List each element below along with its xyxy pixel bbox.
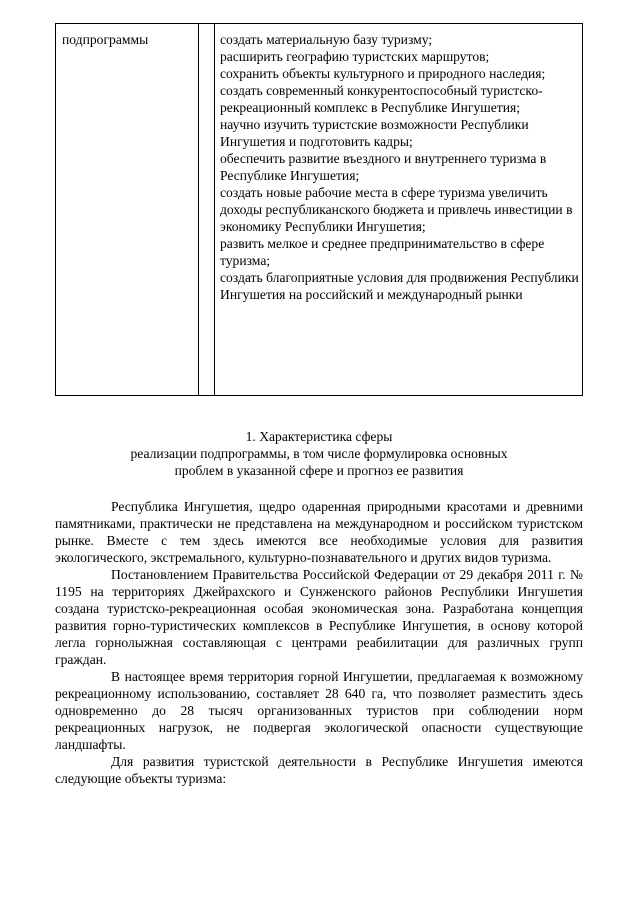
section-heading-line: 1. Характеристика сферы bbox=[245, 429, 393, 444]
section-body bbox=[55, 498, 583, 787]
goals-list bbox=[220, 31, 580, 303]
list-item: создать благоприятные условия для продвижения Республики Ингушетия на российский и международный рынки bbox=[220, 270, 579, 302]
section-heading-line: реализации подпрограммы, в том числе формулировка основных bbox=[130, 446, 508, 461]
list-item: сохранить объекты культурного и природного наследия; bbox=[220, 66, 546, 81]
section-heading-line: проблем в указанной сфере и прогноз ее развития bbox=[174, 463, 464, 478]
body-paragraph: Постановлением Правительства Российской Федерации от 29 декабря 2011 г. № 1195 на территориях Джейрахского и Сунженского районов Республики Ингушетия создана туристско-рекреационная особая экономическая зона. Разработана концепция развития горно-туристических комплексов в Республике Ингушетия, в основу которой легла горнолыжная составляющая с центрами реабилитации для различных групп граждан. bbox=[55, 567, 583, 667]
list-item: расширить географию туристских маршрутов; bbox=[220, 49, 490, 64]
table-column-divider bbox=[198, 24, 199, 395]
list-item: создать современный конкурентоспособный туристско-рекреационный комплекс в Республике Ингушетия; bbox=[220, 83, 543, 115]
table-column-divider bbox=[214, 24, 215, 395]
list-item: обеспечить развитие въездного и внутреннего туризма в Республике Ингушетия; bbox=[220, 151, 547, 183]
list-item: создать новые рабочие места в сфере туризма увеличить доходы республиканского бюджета и привлечь инвестиции в экономику Республики Ингушетия; bbox=[220, 185, 573, 234]
list-item: развить мелкое и среднее предпринимательство в сфере туризма; bbox=[220, 236, 545, 268]
table-left-cell-label: подпрограммы bbox=[62, 32, 149, 47]
body-paragraph: Республика Ингушетия, щедро одаренная природными красотами и древними памятниками, практически не представлена на международном и российском туристском рынке. Вместе с тем здесь имеются все необходимые условия для развития экологического, экстремального, культурно-познавательного и других видов туризма. bbox=[55, 499, 583, 565]
body-paragraph: Для развития туристской деятельности в Республике Ингушетия имеются следующие объекты туризма: bbox=[55, 754, 583, 786]
body-paragraph: В настоящее время территория горной Ингушетии, предлагаемая к возможному рекреационному использованию, составляет 28 640 га, что позволяет разместить здесь одновременно до 28 тысяч организованных туристов при соблюдении норм рекреационных нагрузок, не подвергая экологической опасности существующие ландшафты. bbox=[55, 669, 583, 752]
section-heading bbox=[55, 428, 583, 479]
subprogram-goals-table bbox=[55, 23, 583, 396]
list-item: научно изучить туристские возможности Республики Ингушетия и подготовить кадры; bbox=[220, 117, 529, 149]
list-item: создать материальную базу туризму; bbox=[220, 32, 433, 47]
